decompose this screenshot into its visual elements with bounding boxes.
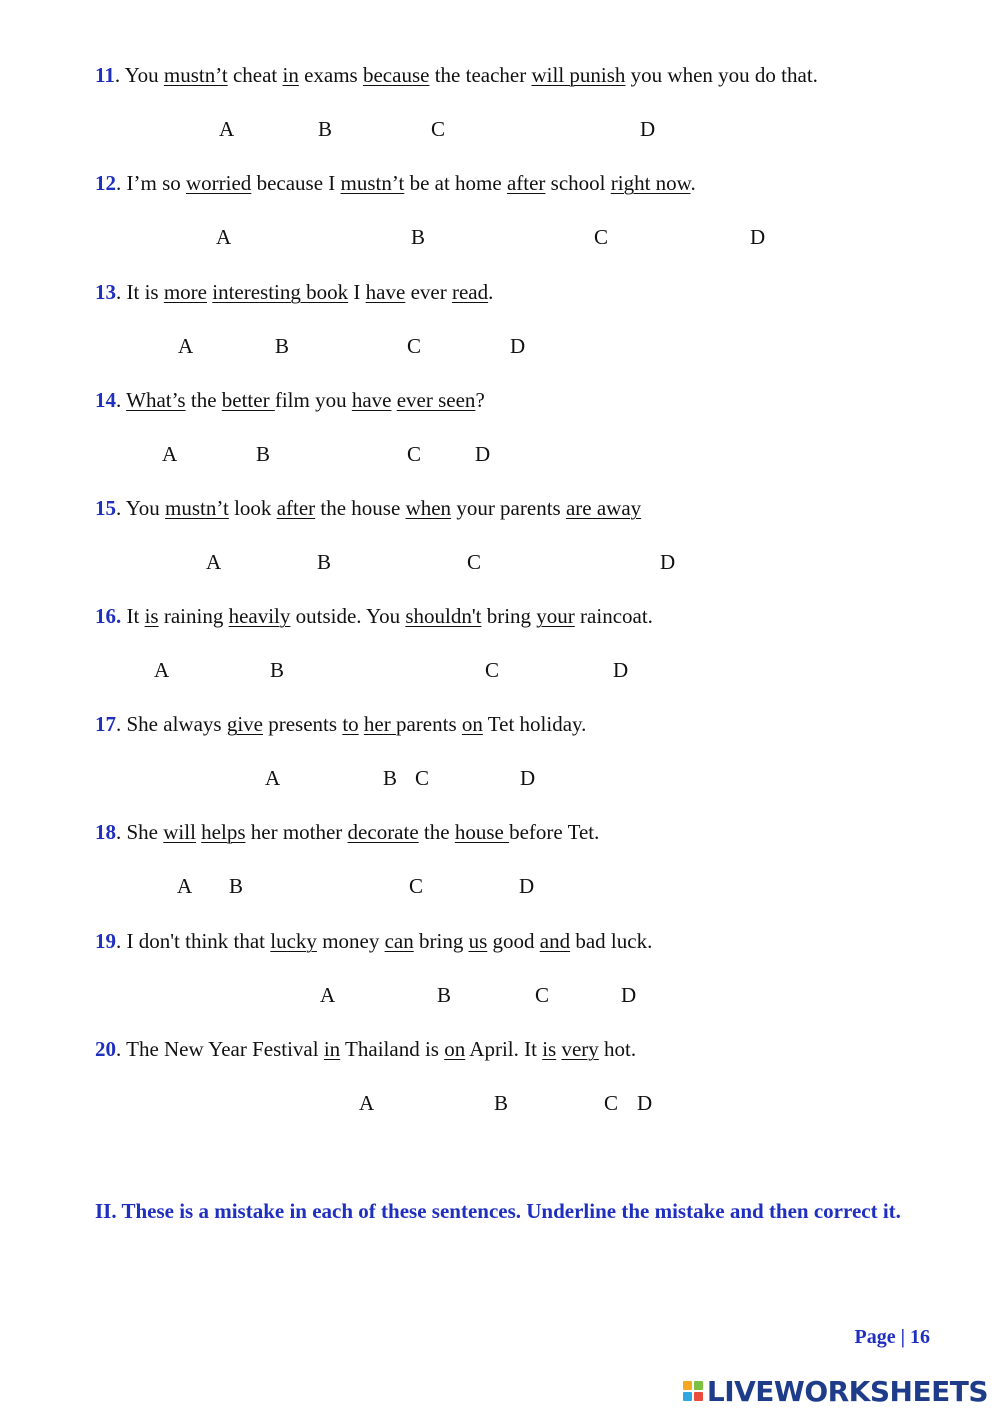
option-a-text: will [163,820,196,844]
label-d: D [519,874,535,898]
option-c-text: is [542,1037,557,1061]
label-d: D [640,117,656,141]
option-a-text: lucky [270,929,317,953]
label-c: C [407,442,422,466]
label-a: A [216,225,232,249]
question-17: 17. She always give presents to her parents on Tet holiday. [95,712,587,736]
option-c-text: us [468,929,488,953]
label-c: C [407,334,422,358]
label-a: A [359,1091,375,1115]
label-d: D [637,1091,653,1115]
option-c-text: when [405,496,452,520]
label-c: C [467,550,482,574]
question-19: 19. I don't think that lucky money can bring us good and bad luck. [95,929,653,953]
label-a: A [178,334,194,358]
question-15: 15. You mustn’t look after the house when your parents are away [95,496,642,520]
option-c-text: because [362,63,430,87]
option-c-text: have [365,280,406,304]
option-a-text: in [323,1037,341,1061]
label-c: C [594,225,609,249]
option-a-text: mustn’t [163,63,228,87]
question-number: 16. [95,604,122,628]
label-d: D [750,225,766,249]
label-d: D [520,766,536,790]
option-d-text: read [451,280,489,304]
option-a-text: What’s [126,388,186,412]
question-18: 18. She will helps her mother decorate the house before Tet. [95,820,600,844]
option-c-text: shouldn't [405,604,482,628]
label-c: C [604,1091,619,1115]
option-d-text: are away [565,496,642,520]
brand-logo [683,1376,988,1406]
label-a: A [154,658,170,682]
label-b: B [318,117,333,141]
option-b-text: helps [201,820,246,844]
question-20: 20. The New Year Festival in Thailand is on April. It is very hot. [95,1037,637,1061]
option-b-text: in [282,63,299,87]
question-number: 14 [95,388,116,412]
label-a: A [206,550,222,574]
label-d: D [621,983,637,1007]
question-number: 13 [95,280,116,304]
option-d-text: right now [610,171,691,195]
label-a: A [265,766,281,790]
label-c: C [535,983,550,1007]
label-c: C [485,658,500,682]
question-number: 19 [95,929,116,953]
label-a: A [177,874,193,898]
option-d-text: and [539,929,571,953]
question-11: 11. You mustn’t cheat in exams because the teacher will punish you when you do that. [95,63,818,87]
question-number: 11 [95,63,115,87]
label-d: D [613,658,629,682]
option-a-text: mustn’t [165,496,229,520]
label-b: B [437,983,452,1007]
option-c-text: decorate [347,820,419,844]
label-b: B [317,550,332,574]
option-c-text: have [351,388,392,412]
option-b-text: heavily [228,604,291,628]
question-number: 18 [95,820,116,844]
label-d: D [475,442,491,466]
page-number: Page | 16 [854,1326,930,1348]
option-b-text: after [276,496,316,520]
label-d: D [510,334,526,358]
option-a-text: is [144,604,159,628]
label-c: C [415,766,430,790]
option-d-text: house [454,820,510,844]
option-a-text: give [226,712,263,736]
label-b: B [270,658,285,682]
label-a: A [219,117,235,141]
question-number: 12 [95,171,116,195]
option-d-text: your [536,604,575,628]
question-number: 20 [95,1037,116,1061]
option-b-text: can [384,929,414,953]
option-a-text: more [163,280,207,304]
option-d-text: very [561,1037,599,1061]
option-d-text: ever seen [396,388,476,412]
brand-name: LIVEWORKSHEETS [706,1374,988,1408]
label-b: B [494,1091,509,1115]
label-c: C [431,117,446,141]
option-c-text: her [363,712,396,736]
label-b: B [411,225,426,249]
section-heading: II. These is a mistake in each of these sentences. Underline the mistake and then correct it. [95,1199,901,1223]
label-c: C [409,874,424,898]
option-b-text: interesting book [212,280,349,304]
brand-grid-icon [683,1381,703,1401]
question-number: 17 [95,712,116,736]
option-b-text: to [342,712,359,736]
label-b: B [229,874,244,898]
label-a: A [320,983,336,1007]
label-d: D [660,550,676,574]
label-b: B [256,442,271,466]
question-14: 14. What’s the better film you have ever seen? [95,388,485,412]
option-a-text: worried [186,171,252,195]
option-b-text: mustn’t [340,171,405,195]
question-13: 13. It is more interesting book I have ever read. [95,280,494,304]
question-16: 16. It is raining heavily outside. You shouldn't bring your raincoat. [95,604,653,628]
option-d-text: will punish [531,63,626,87]
label-b: B [383,766,398,790]
question-number: 15 [95,496,116,520]
label-b: B [275,334,290,358]
label-a: A [162,442,178,466]
option-c-text: after [506,171,546,195]
option-d-text: on [461,712,483,736]
option-b-text: better [221,388,275,412]
question-12: 12. I’m so worried because I mustn’t be at home after school right now. [95,171,696,195]
option-b-text: on [444,1037,466,1061]
